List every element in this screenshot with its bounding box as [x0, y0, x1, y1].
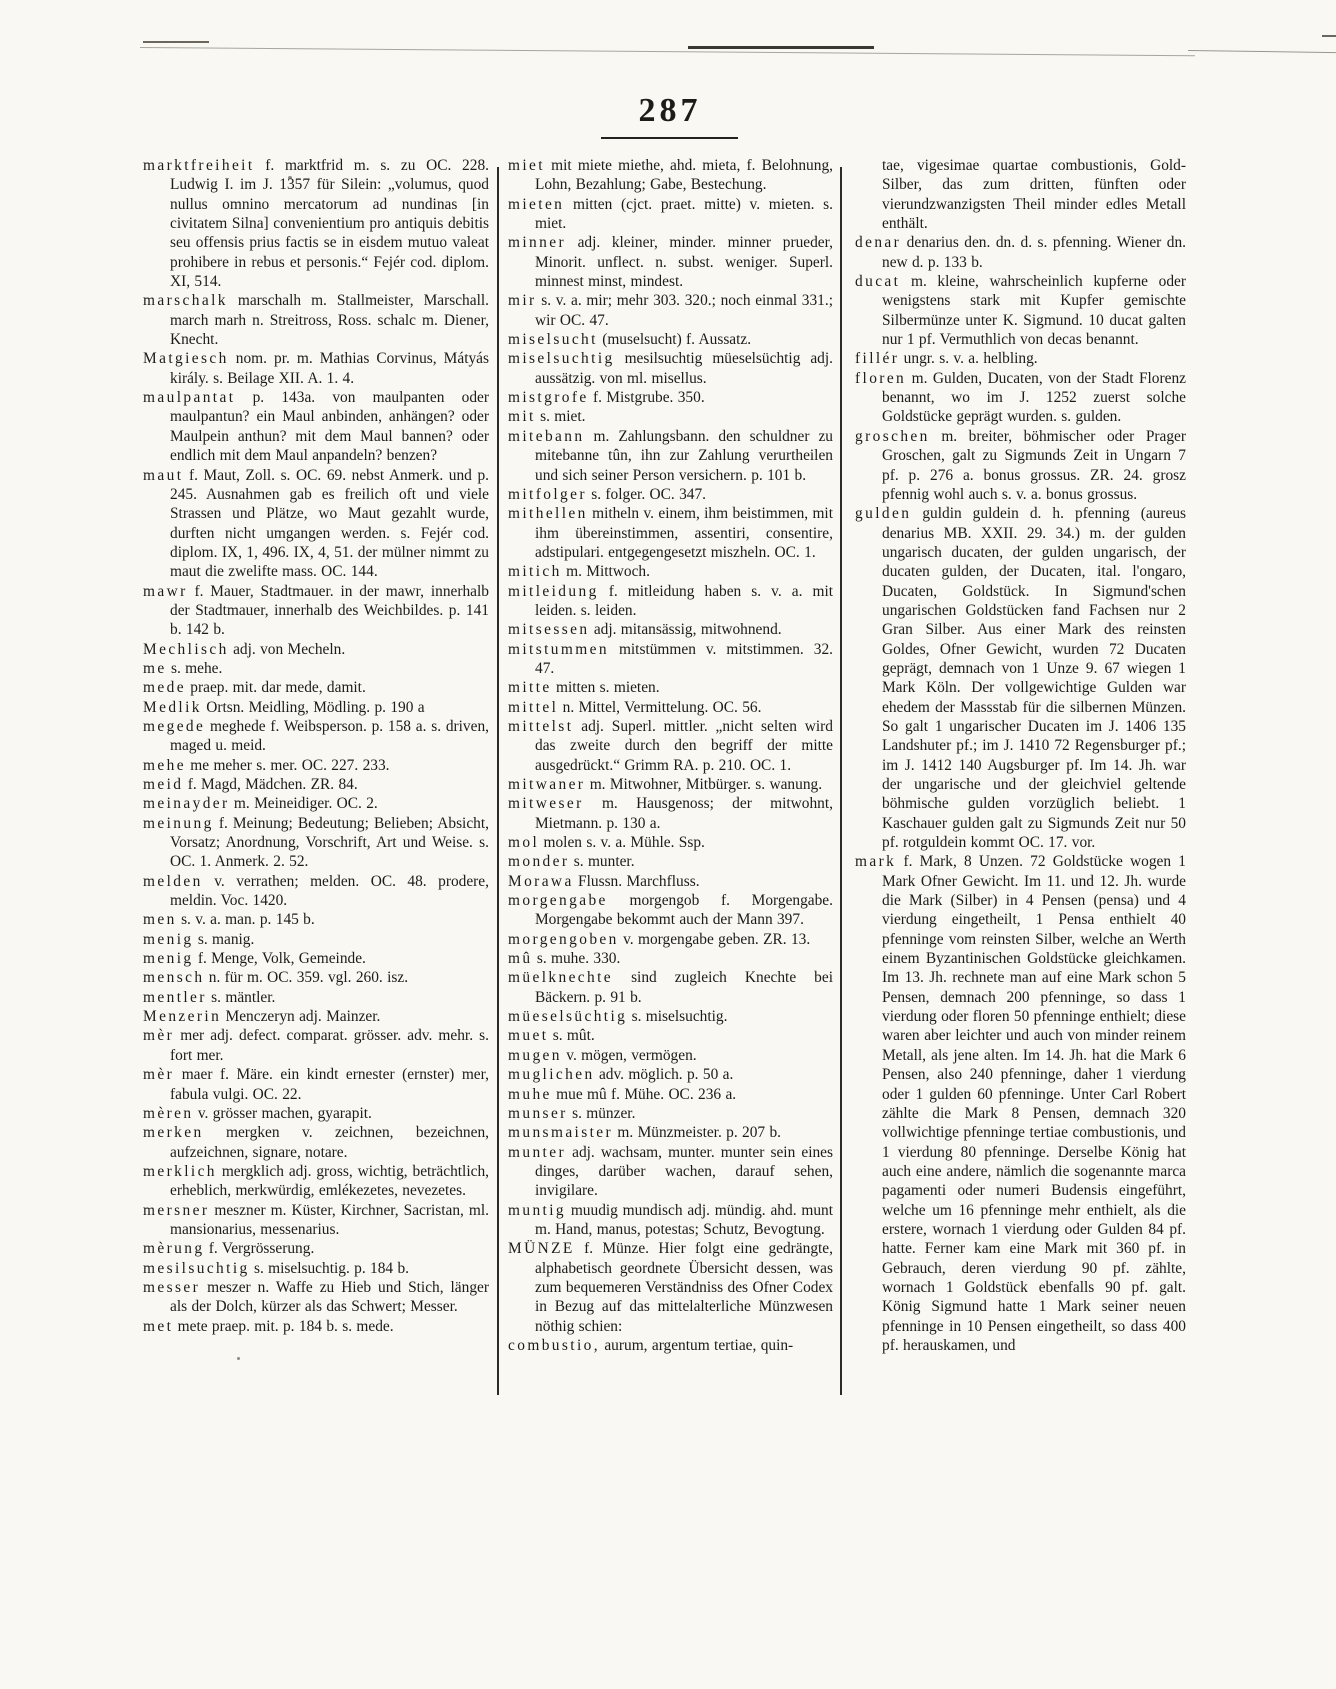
column-3 [855, 156, 1186, 1355]
dictionary-entry: muhe mue mû f. Mühe. OC. 236 a. [508, 1085, 737, 1103]
dictionary-entry: met mete praep. mit. p. 184 b. s. mede. [143, 1317, 394, 1335]
dictionary-entry: ducat m. kleine, wahrscheinlich kupferne oder wenigstens stark mit Kupfer gemischte Silbermünze unter K. Sigmund. 10 ducat galten nur 1 pf. Vermuthlich von decas benannt. [855, 273, 1186, 349]
entry-headword: me [143, 659, 167, 677]
entry-headword: miselsuchtig [508, 350, 615, 368]
entry-headword: mitleidung [508, 582, 599, 600]
entry-headword: miselsucht [508, 331, 598, 349]
dictionary-entry: floren m. Gulden, Ducaten, von der Stadt Florenz benannt, wo im J. 1252 zuerst solche Goldstücke geprägt wurden. s. gulden. [855, 369, 1186, 426]
entry-headword: mark [855, 853, 897, 871]
dictionary-entry: miselsuchtig mesilsuchtig müeselsüchtig adj. aussätzig. von ml. misellus. [508, 350, 833, 387]
entry-headword: muet [508, 1027, 549, 1045]
dictionary-entry: mehe me meher s. mer. OC. 227. 233. [143, 756, 390, 774]
dictionary-entry: Matgiesch nom. pr. m. Mathias Corvinus, Mátyás király. s. Beilage XII. A. 1. 4. [143, 350, 489, 387]
dictionary-entry: mitweser m. Hausgenoss; der mitwohnt, Mietmann. p. 130 a. [508, 795, 833, 832]
entry-headword: mitwaner [508, 776, 586, 793]
entry-headword: mitfolger [508, 485, 587, 503]
dictionary-entry: morgengoben v. morgengabe geben. ZR. 13. [508, 930, 811, 948]
dictionary-entry: mitte mitten s. mieten. [508, 679, 660, 697]
dictionary-entry: mark f. Mark, 8 Unzen. 72 Goldstücke wogen 1 Mark Ofner Gewicht. Im 11. und 12. Jh. wurde die Mark (Silber) in 4 Pensen (pensa) und 4 vierdung eingetheilt, 1 Pensa enthielt 40 pfenninge vom reinsten Silber, welche an Werth einem Byzantinischen Goldstücke gleichkamen. Im 13. Jh. rechnete man auf eine Mark schon 5 Pensen, demnach 200 pfenninge, so dass 1 vierdung oder floren 50 pfenninge enthielt; diese waren aber leichter und auch von minder reinem Metall, als jene alten. Im 14. Jh. hat die Mark 6 Pensen, also 240 pfenninge, daher 1 vierdung oder 1 gulden 60 pfenninge. Unter Carl Robert zählte die Mark 8 Pensen, demnach 320 vollwichtige pfenninge tertiae combustionis, und 1 vierdung 80 pfenninge. Derselbe König hat auch eine andere, nämlich die sogenannte marca pagamenti oder numeri Budensis eingeführt, welche um 16 pfenninge mehr enthielt, als die erstere, wornach 1 vierdung oder Gulden 84 pf. hatte. Ferner kam eine Mark mit 360 pf. in Gebrauch, deren vierdung 90 pf. zählte, wornach 1 Goldstück ebenfalls 90 pf. galt. König Sigmund hatte 1 Mark seiner neuen pfenninge in 10 Pensen eingetheilt, so dass 400 pf. herauskamen, und [855, 853, 1186, 1354]
dictionary-entry: munter adj. wachsam, munter. munter sein eines dinges, darüber wachen, darauf sehen, invigilare. [508, 1143, 833, 1200]
dictionary-entry: mû s. muhe. 330. [508, 950, 621, 968]
dictionary-entry: meinayder m. Meineidiger. OC. 2. [143, 795, 378, 813]
entry-headword: mistgrofe [508, 389, 589, 407]
entry-headword: munter [508, 1143, 566, 1161]
entry-headword: meinung [143, 814, 214, 832]
entry-headword: müelknechte [508, 969, 614, 987]
entry-headword: mieten [508, 195, 565, 213]
page-number-underline [601, 137, 738, 139]
dictionary-entry: mitfolger s. folger. OC. 347. [508, 485, 707, 503]
dictionary-entry: muntig muudig mundisch adj. mündig. ahd. munt m. Hand, manus, potestas; Schutz, Bevogtung. [508, 1201, 833, 1238]
dictionary-entry: mèrung f. Vergrösserung. [143, 1240, 315, 1258]
entry-headword: menig [143, 950, 194, 968]
dictionary-entry-continuation: tae, vigesimae quartae combustionis, Gold-Silber, das zum dritten, fünften oder vierundzwanzigsten Theil minder edles Metall enthält. [882, 157, 1186, 233]
dictionary-entry: monder s. munter. [508, 853, 635, 871]
entry-headword: messer [143, 1278, 201, 1296]
dictionary-entry: mitwaner m. Mitwohner, Mitbürger. s. wanung. [508, 776, 823, 793]
dictionary-entry: mèr mer adj. defect. comparat. grösser. adv. mehr. s. fort mer. [143, 1027, 489, 1064]
dictionary-entry: mersner meszner m. Küster, Kirchner, Sacristan, ml. mansionarius, messenarius. [143, 1201, 489, 1238]
dictionary-entry: maut f. Maut, Zoll. s. OC. 69. nebst Anmerk. und p. 245. Ausnahmen gab es freilich oft und viele Strassen und Plätze, wo Maut gezahlt wurde, durften nicht umgangen werden. s. Fejér cod. diplom. IX, 1, 496. IX, 4, 51. der mülner nimmt zu maut die zwelifte mass. OC. 144. [143, 466, 489, 581]
dictionary-entry: Mechlisch adj. von Mecheln. [143, 640, 346, 658]
entry-headword: mawr [143, 582, 188, 600]
entry-headword: mit [508, 408, 536, 426]
entry-headword: Matgiesch [143, 350, 229, 368]
entry-headword: floren [855, 369, 907, 387]
entry-headword: mitstummen [508, 640, 609, 658]
dictionary-entry: minner adj. kleiner, minder. minner prueder, Minorit. unflect. n. subst. weniger. Superl. minnest minst, mindest. [508, 234, 833, 291]
dictionary-entry: meinung f. Meinung; Bedeutung; Belieben; Absicht, Vorsatz; Anordnung, Vorschrift, Art und Weise. s. OC. 1. Anmerk. 2. 52. [143, 814, 489, 871]
entry-headword: munser [508, 1104, 568, 1122]
entry-headword: combustio, [508, 1336, 600, 1354]
entry-headword: mensch [143, 969, 205, 987]
entry-headword: menig [143, 930, 194, 948]
entry-headword: müeselsüchtig [508, 1008, 628, 1026]
dictionary-entry: mitebann m. Zahlungsbann. den schuldner zu mitebanne tûn, ihn zur Zahlung verurtheilen und sich seiner Person versichern. p. 101 b. [508, 427, 833, 484]
entry-headword: groschen [855, 427, 930, 445]
entry-headword: mehe [143, 756, 186, 774]
dictionary-entry: mithellen mitheln v. einem, ihm beistimmen, mit ihm übereinstimmen, assentiri, consentire, adstipulari. entgegengesetzt miszheln. OC. 1. [508, 505, 833, 561]
dictionary-entry: mentler s. mäntler. [143, 988, 276, 1006]
dictionary-entry: mitsessen adj. mitansässig, mitwohnend. [508, 621, 782, 639]
entry-headword: mittel [508, 698, 559, 716]
dictionary-entry: mit s. miet. [508, 408, 586, 426]
entry-headword: mitweser [508, 795, 584, 813]
entry-headword: muntig [508, 1201, 567, 1219]
dictionary-entry: meid f. Magd, Mädchen. ZR. 84. [143, 776, 358, 793]
entry-headword: maulpantat [143, 389, 236, 407]
dictionary-entry: mèr maer f. Märe. ein kindt ernester (ernster) mer, fabula vulgi. OC. 22. [143, 1066, 489, 1103]
entry-headword: melden [143, 872, 203, 890]
dictionary-entry: mensch n. für m. OC. 359. vgl. 260. isz. [143, 969, 409, 987]
entry-headword: mithellen [508, 505, 588, 523]
top-rule-right-tick [1322, 35, 1336, 37]
top-rule-right-segment [1188, 50, 1336, 53]
entry-headword: Morawa [508, 872, 574, 890]
dictionary-entry: men s. v. a. man. p. 145 b. [143, 911, 315, 929]
dictionary-entry: mitleidung f. mitleidung haben s. v. a. mit leiden. s. leiden. [508, 582, 833, 619]
entry-headword: mol [508, 834, 540, 852]
entry-headword: merken [143, 1124, 204, 1142]
entry-headword: monder [508, 853, 570, 871]
entry-headword: Mechlisch [143, 640, 229, 658]
entry-headword: MÜNZE [508, 1240, 575, 1258]
dictionary-entry: mittel n. Mittel, Vermittelung. OC. 56. [508, 698, 762, 716]
entry-headword: mersner [143, 1201, 210, 1219]
entry-headword: mitebann [508, 427, 585, 445]
dictionary-entry: mede praep. mit. dar mede, damit. [143, 679, 366, 697]
dictionary-entry: mesilsuchtig s. miselsuchtig. p. 184 b. [143, 1259, 410, 1277]
dictionary-entry: Menzerin Menczeryn adj. Mainzer. [143, 1008, 381, 1026]
entry-headword: marschalk [143, 292, 228, 310]
dictionary-entry: Medlik Ortsn. Meidling, Mödling. p. 190 a [143, 698, 425, 716]
top-rule-faint [140, 47, 1195, 56]
dictionary-entry: mitich m. Mittwoch. [508, 563, 650, 581]
page-number: 287 [638, 92, 702, 129]
entry-headword: miet [508, 157, 545, 174]
dictionary-entry: mitstummen mitstümmen v. mitstimmen. 32. 47. [508, 640, 833, 677]
dictionary-entry: Morawa Flussn. Marchfluss. [508, 872, 700, 890]
entry-headword: mir [508, 292, 537, 310]
entry-headword: muglichen [508, 1066, 595, 1084]
dictionary-entry: mol molen s. v. a. Mühle. Ssp. [508, 834, 705, 852]
dictionary-entry: groschen m. breiter, böhmischer oder Prager Groschen, galt zu Sigmunds Zeit in Ungarn 7 pf. p. 276 a. bonus grossus. ZR. 24. grosz pfennig wohl auch s. v. a. bonus grossus. [855, 427, 1186, 503]
top-rule-left-tick [143, 41, 209, 43]
entry-headword: meid [143, 776, 184, 793]
entry-headword: mede [143, 679, 186, 697]
dictionary-entry: maulpantat p. 143a. von maulpanten oder maulpantun? ein Maul anbinden, anhängen? oder Maulpein anthun? mit dem Maul bannen? oder endlich mit dem Maul anpandeln? benzen? [143, 389, 489, 465]
dictionary-entry: muglichen adv. möglich. p. 50 a. [508, 1066, 734, 1084]
entry-headword: megede [143, 717, 206, 735]
entry-headword: mû [508, 950, 533, 968]
entry-headword: merklich [143, 1162, 217, 1180]
dictionary-entry: mugen v. mögen, vermögen. [508, 1046, 697, 1064]
dictionary-entry: muet s. mût. [508, 1027, 595, 1045]
entry-headword: morgengabe [508, 892, 608, 910]
dictionary-entry: marktfreiheit f. marktfrid m. s. zu OC. 228. Ludwig I. im J. 1357 für Silein: „volumus, quod nullus omnino mercatorum ad nundinas [in civitatem Silna] convenientium pro antiquis debitis seu offensis prius factis se in eisdem mutuo valeat prohibere in rebus et personis.“ Fejér cod. diplom. XI, 514. [143, 157, 489, 291]
column-divider-2 [840, 167, 842, 1395]
dictionary-entry: marschalk marschalh m. Stallmeister, Marschall. march marh n. Streitross, Ross. schalc m. Diener, Knecht. [143, 292, 489, 349]
dictionary-entry: munsmaister m. Münzmeister. p. 207 b. [508, 1124, 782, 1142]
entry-headword: mèr [143, 1066, 175, 1084]
column-1 [143, 156, 489, 1336]
dictionary-entry: mieten mitten (cjct. praet. mitte) v. mieten. s. miet. [508, 195, 833, 233]
dictionary-entry: denar denarius den. dn. d. s. pfenning. Wiener dn. new d. p. 133 b. [855, 234, 1186, 271]
dictionary-entry: me s. mehe. [143, 659, 223, 677]
dictionary-entry: miselsucht (muselsucht) f. Aussatz. [508, 331, 752, 349]
dictionary-entry: müeselsüchtig s. miselsuchtig. [508, 1008, 728, 1026]
entry-headword: mittelst [508, 717, 574, 735]
entry-headword: meinayder [143, 795, 230, 813]
entry-headword: mitsessen [508, 621, 590, 639]
entry-headword: mitich [508, 563, 562, 581]
entry-headword: maut [143, 466, 184, 484]
dictionary-entry: müelknechte sind zugleich Knechte bei Bäckern. p. 91 b. [508, 969, 833, 1006]
column-divider-1 [497, 167, 499, 1395]
dictionary-entry: mawr f. Mauer, Stadtmauer. in der mawr, innerhalb der Stadtmauer, innerhalb des Weichbildes. p. 141 b. 142 b. [143, 582, 489, 639]
dictionary-entry: menig f. Menge, Volk, Gemeinde. [143, 950, 366, 968]
entry-headword: minner [508, 234, 566, 252]
dictionary-entry: mèren v. grösser machen, gyarapit. [143, 1104, 372, 1122]
entry-headword: Menzerin [143, 1008, 222, 1026]
dictionary-entry: morgengabe morgengob f. Morgengabe. Morgengabe bekommt auch der Mann 397. [508, 892, 833, 929]
dictionary-entry: miet mit miete miethe, ahd. mieta, f. Belohnung, Lohn, Bezahlung; Gabe, Bestechung. [508, 157, 833, 194]
dictionary-entry: mistgrofe f. Mistgrube. 350. [508, 389, 705, 407]
entry-headword: Medlik [143, 698, 202, 716]
dictionary-entry: melden v. verrathen; melden. OC. 48. prodere, meldin. Voc. 1420. [143, 872, 489, 910]
entry-headword: morgengoben [508, 930, 619, 948]
dictionary-entry: menig s. manig. [143, 930, 255, 948]
entry-headword: fillér [855, 350, 900, 368]
entry-headword: mitte [508, 679, 552, 697]
entry-headword: mesilsuchtig [143, 1259, 250, 1277]
dictionary-entry: mittelst adj. Superl. mittler. „nicht selten wird das zweite durch den begriff der mitte ausgedrückt.“ Grimm RA. p. 210. OC. 1. [508, 717, 833, 774]
column-2 [508, 156, 833, 1355]
scan-speck [237, 1357, 240, 1360]
dictionary-entry: combustio, aurum, argentum tertiae, quin- [508, 1336, 794, 1354]
entry-headword: mèrung [143, 1240, 205, 1258]
entry-headword: mentler [143, 988, 207, 1006]
dictionary-entry: mir s. v. a. mir; mehr 303. 320.; noch einmal 331.; wir OC. 47. [508, 292, 833, 329]
entry-headword: mugen [508, 1046, 562, 1064]
dictionary-entry: merklich mergklich adj. gross, wichtig, beträchtlich, erheblich, merkwürdig, emlékezetes, nevezetes. [143, 1162, 489, 1200]
dictionary-entry: megede meghede f. Weibsperson. p. 158 a. s. driven, maged u. meid. [143, 717, 489, 755]
entry-headword: mèren [143, 1104, 194, 1122]
entry-headword: marktfreiheit [143, 157, 255, 174]
entry-headword: met [143, 1317, 174, 1335]
dictionary-entry: MÜNZE f. Münze. Hier folgt eine gedrängte, alphabetisch geordnete Übersicht dessen, was zum bequemeren Verständniss des Ofner Codex in Bezug auf das mittelalterliche Münzwesen nöthig schien: [508, 1240, 833, 1335]
entry-headword: denar [855, 234, 902, 252]
dictionary-entry: gulden guldin guldein d. h. pfenning (aureus denarius MB. XXII. 29. 34.) m. der gulden ungarisch ducaten, der gulden ungarisch, der ducaten gulden, der Ducaten, ital. l'ongaro, Ducaten, Goldstück. In Sigmund'schen ungarischen Goldstücken fand Fachsen nur 2 Gran Silber. Aus einer Mark des reinsten Goldes, Ofner Gewicht, wurden 72 Ducaten geprägt, demnach von 1 Unze 9. 67 wiegen 1 Mark Köln. Der vollgewichtige Gulden war ehedem der Massstab für die silbernen Münzen. So galt 1 ungarischer Ducaten im J. 1406 135 Landshuter pf.; im J. 1410 72 Regensburger pf.; im J. 1412 140 Augsburger pf. Im 14. Jh. war der ungarische und der gleichviel geltende böhmische gulden vorzüglich beliebt. 1 Kaschauer gulden galt zu Sigmunds Zeit nur 50 pf. rotguldein kommt OC. 17. vor. [855, 505, 1186, 852]
entry-headword: men [143, 911, 177, 929]
entry-headword: muhe [508, 1085, 552, 1103]
dictionary-entry: messer meszer n. Waffe zu Hieb und Stich, länger als der Dolch, kürzer als das Schwert; Messer. [143, 1278, 489, 1316]
entry-headword: mèr [143, 1027, 175, 1045]
dictionary-entry: fillér ungr. s. v. a. helbling. [855, 350, 1038, 368]
dictionary-entry: munser s. münzer. [508, 1104, 636, 1122]
dictionary-entry: merken mergken v. zeichnen, bezeichnen, aufzeichnen, signare, notare. [143, 1124, 489, 1161]
entry-headword: ducat [855, 273, 901, 291]
entry-headword: gulden [855, 505, 912, 523]
top-rule-dark-segment [688, 46, 874, 49]
entry-headword: munsmaister [508, 1124, 614, 1142]
